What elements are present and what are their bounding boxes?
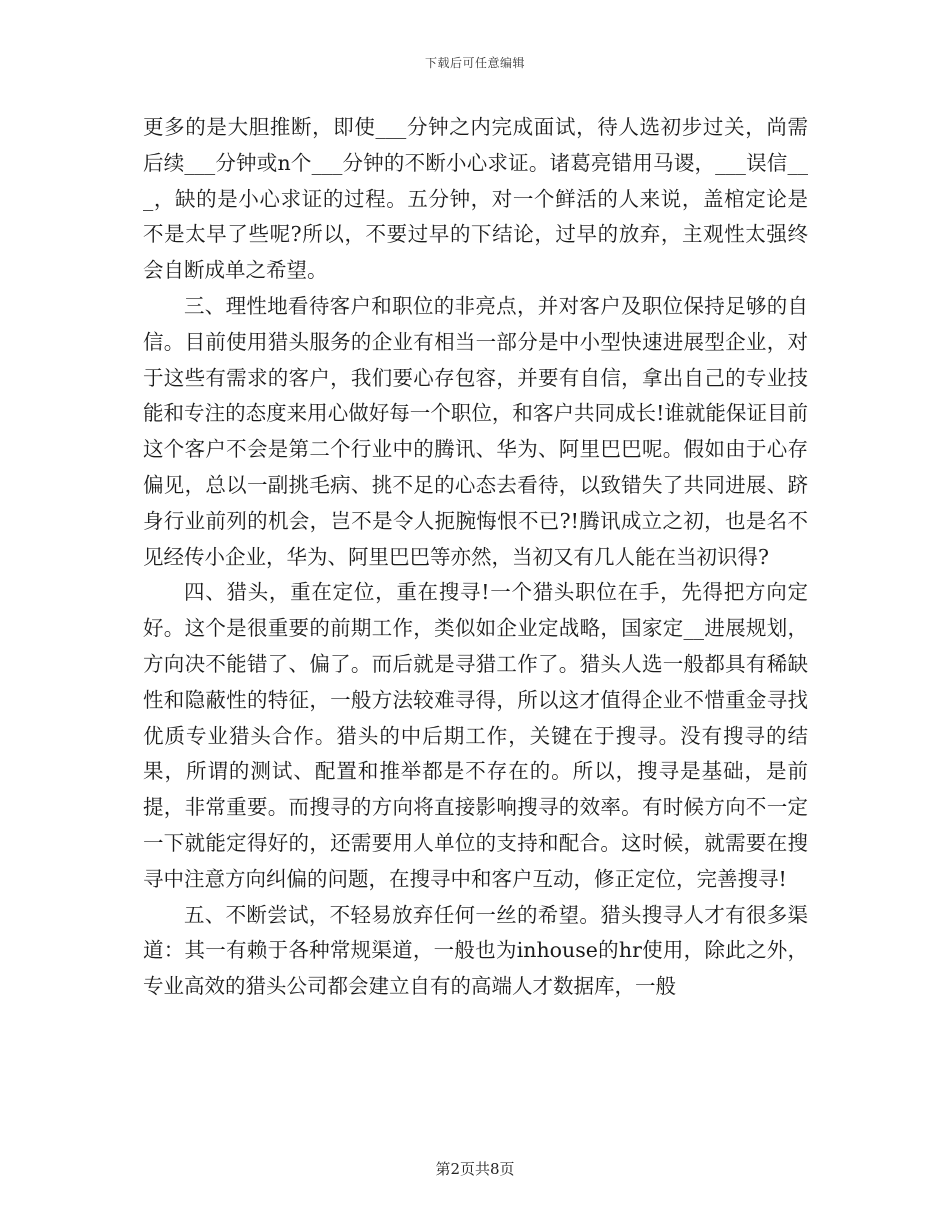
paragraph-continuation: 更多的是大胆推断，即使___分钟之内完成面试，待人选初步过关，尚需后续___分钟或n个___分钟的不断小心求证。诸葛亮错用马谡，___误信___，缺的是小心求证的过程。五分钟，对一个鲜活的人来说，盖棺定论是不是太早了些呢?所以，不要过早的下结论，过早的放弃，主观性太强终会自断成单之希望。	[143, 115, 808, 283]
paragraph-point-5: 五、不断尝试，不轻易放弃任何一丝的希望。猎头搜寻人才有很多渠道：其一有赖于各种常规渠道，一般也为inhouse的hr使用，除此之外，专业高效的猎头公司都会建立自有的高端人才数据库，一般	[143, 902, 808, 999]
document-body	[143, 110, 808, 1005]
page-number-footer: 第2页共8页	[435, 1160, 515, 1178]
paragraph-point-3: 三、理性地看待客户和职位的非亮点，并对客户及职位保持足够的自信。目前使用猎头服务的企业有相当一部分是中小型快速进展型企业，对于这些有需求的客户，我们要心存包容，并要有自信，拿出自己的专业技能和专注的态度来用心做好每一个职位，和客户共同成长!谁就能保证目前这个客户不会是第二个行业中的腾讯、华为、阿里巴巴呢。假如由于心存偏见，总以一副挑毛病、挑不足的心态去看待，以致错失了共同进展、跻身行业前列的机会，岂不是令人扼腕悔恨不已?!腾讯成立之初，也是名不见经传小企业，华为、阿里巴巴等亦然，当初又有几人能在当初识得?	[143, 293, 808, 569]
page-header: 下载后可任意编辑	[424, 56, 525, 70]
paragraph-point-4: 四、猎头，重在定位，重在搜寻!一个猎头职位在手，先得把方向定好。这个是很重要的前期工作，类似如企业定战略，国家定__进展规划，方向决不能错了、偏了。而后就是寻猎工作了。猎头人选一般都具有稀缺性和隐蔽性的特征，一般方法较难寻得，所以这才值得企业不惜重金寻找优质专业猎头合作。猎头的中后期工作，关键在于搜寻。没有搜寻的结果，所谓的测试、配置和推举都是不存在的。所以，搜寻是基础，是前提，非常重要。而搜寻的方向将直接影响搜寻的效率。有时候方向不一定一下就能定得好的，还需要用人单位的支持和配合。这时候，就需要在搜寻中注意方向纠偏的问题，在搜寻中和客户互动，修正定位，完善搜寻!	[143, 580, 808, 891]
